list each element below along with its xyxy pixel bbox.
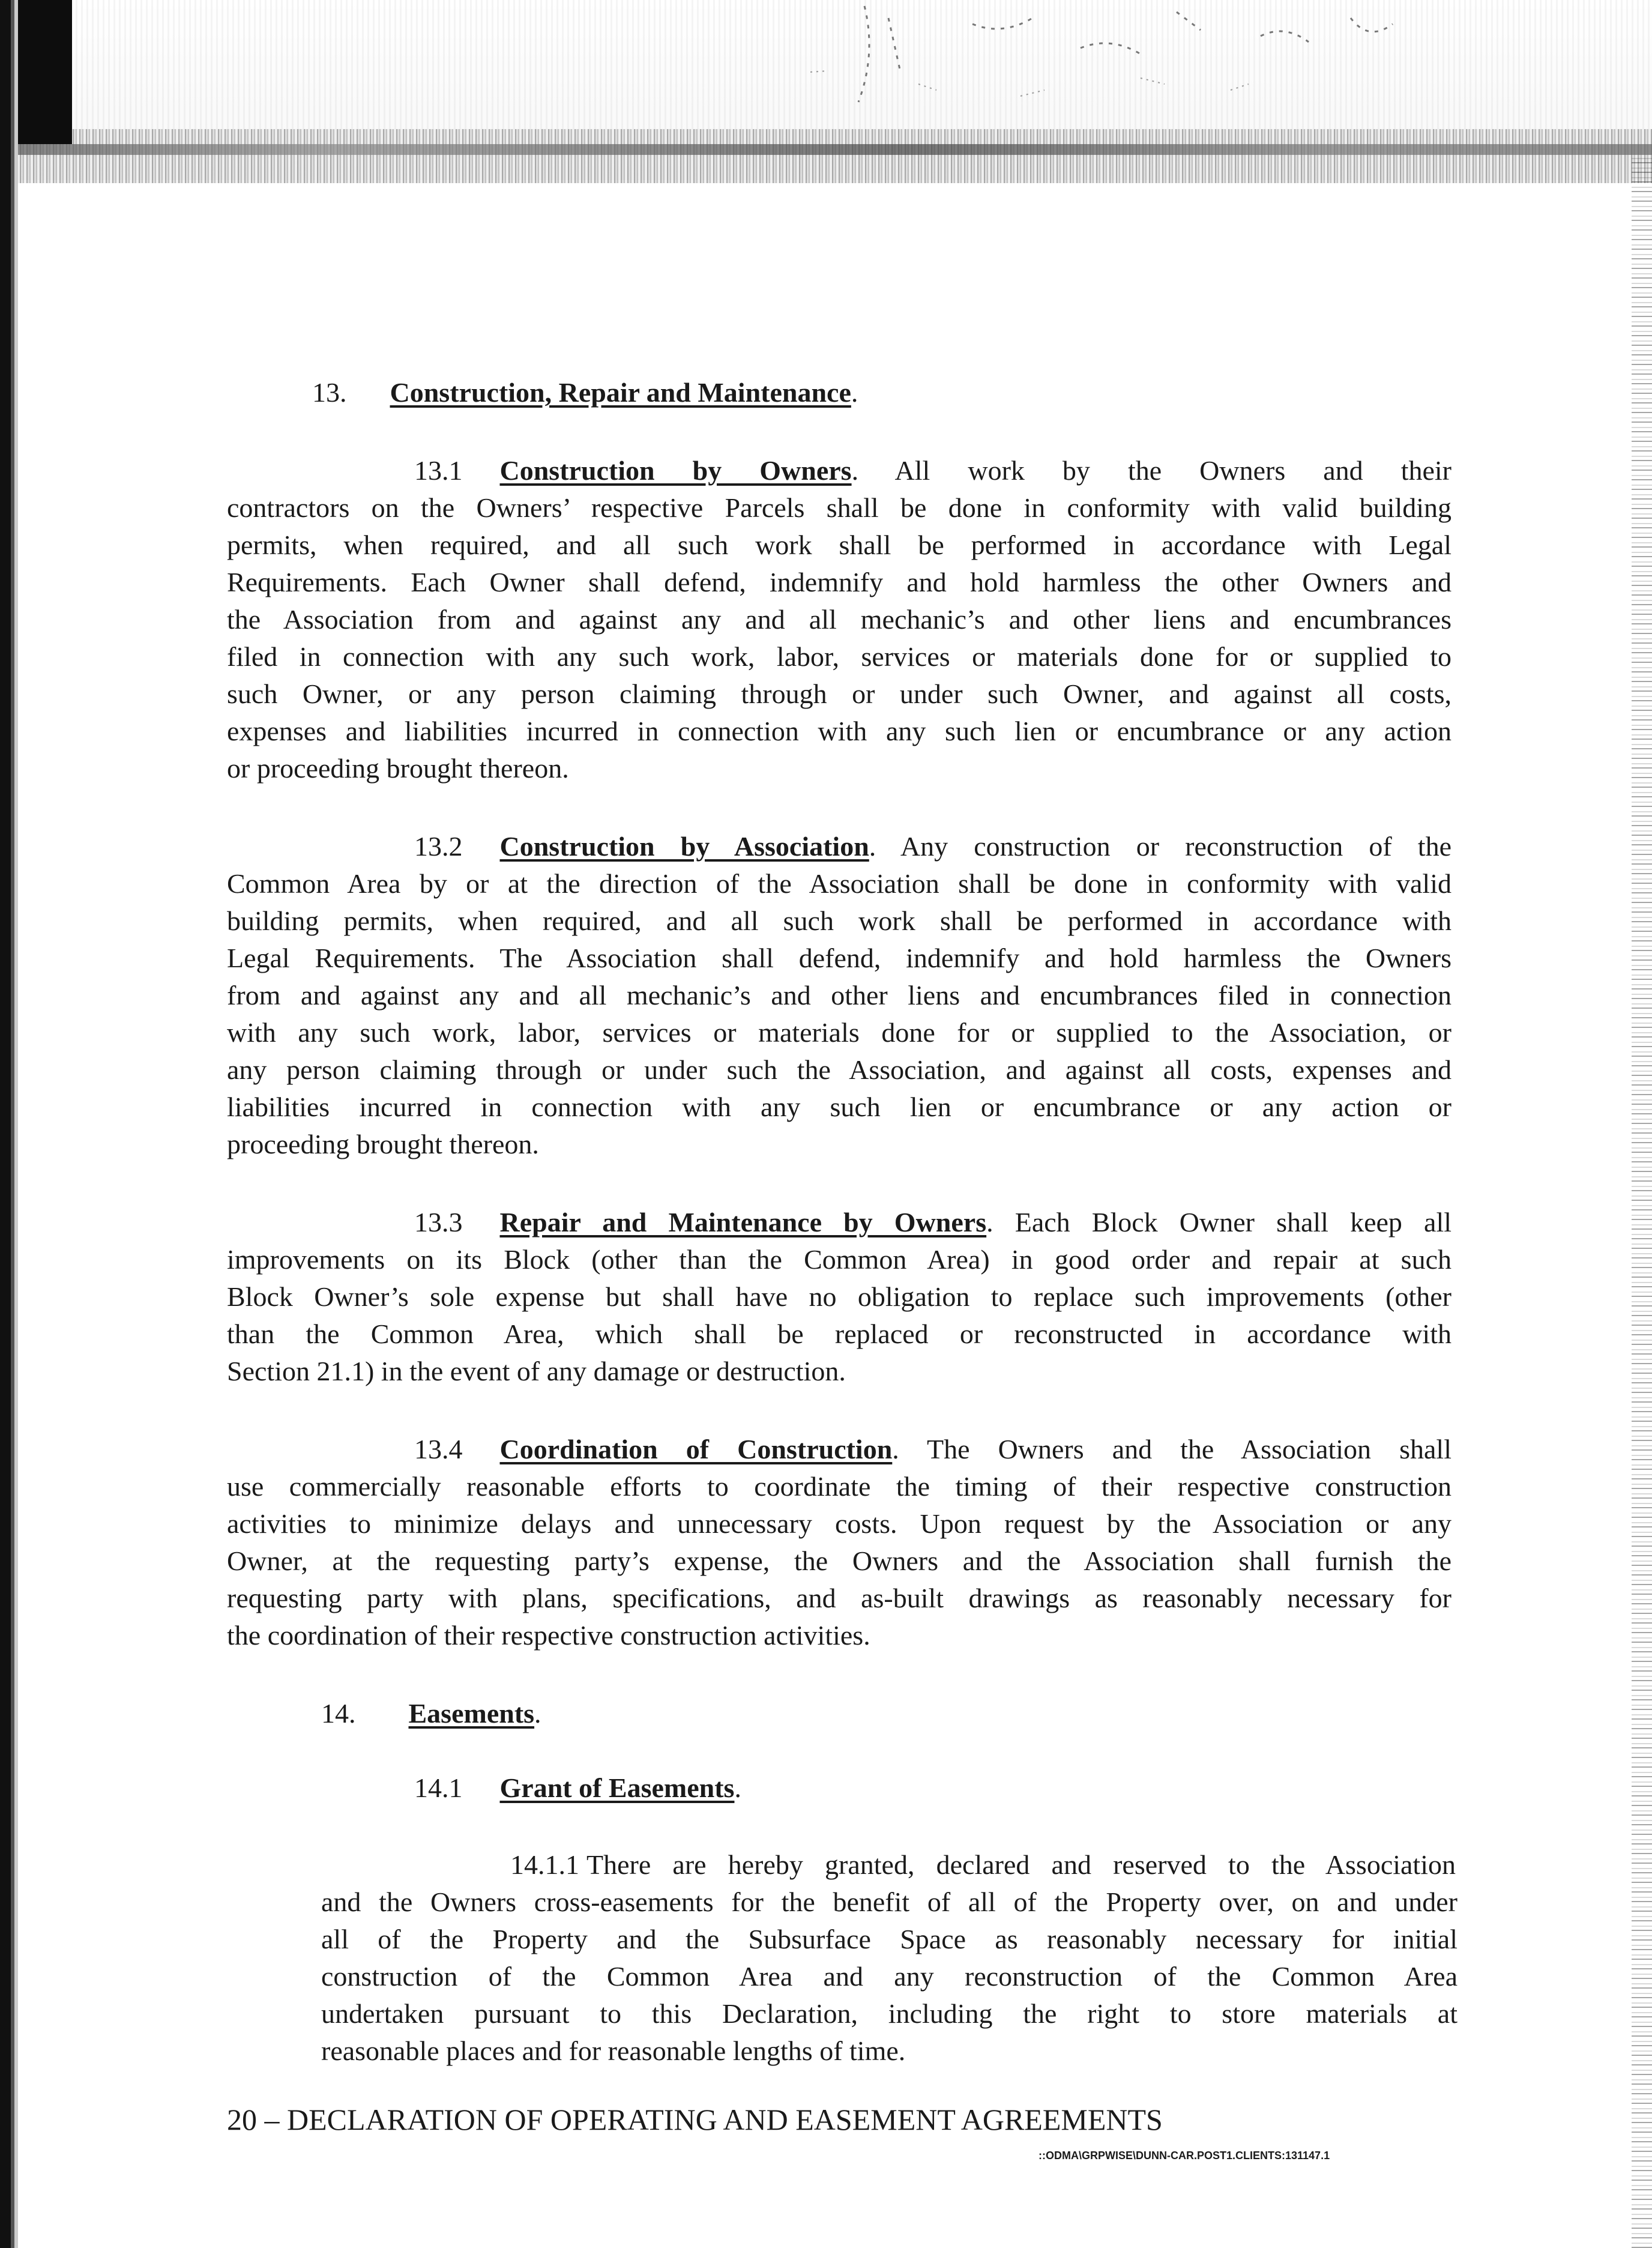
s13-1-title: Construction by Owners [499,455,852,486]
paragraph-line: and the Owners cross-easements for the benefit of all of the Property over, on and under [321,1887,1458,1917]
s13-1-number: 13.1 [414,455,463,486]
paragraph-line: permits, when required, and all such work shall be performed in accordance with Legal [227,530,1452,560]
s14-1-title: Grant of Easements [499,1772,735,1803]
paragraph-line: construction of the Common Area and any reconstruction of the Common Area [321,1961,1458,1992]
scan-scribble-marks [720,0,1501,132]
paragraph-line: requesting party with plans, specifications, and as-built drawings as reasonably necessary for [227,1583,1452,1613]
paragraph-line: undertaken pursuant to this Declaration, including the right to store materials at [321,1998,1458,2029]
s13-4-title: Coordination of Construction [499,1434,893,1464]
paragraph-line: such Owner, or any person claiming through or under such Owner, and against all costs, [227,678,1452,709]
paragraph-line: filed in connection with any such work, labor, services or materials done for or supplied to [227,641,1452,672]
paragraph-line: from and against any and all mechanic’s and other liens and encumbrances filed in connection [227,980,1452,1011]
section-13-title: Construction, Repair and Maintenance [390,377,851,408]
paragraph-line: the Association from and against any and all mechanic’s and other liens and encumbrances [227,604,1452,635]
paragraph-line: all of the Property and the Subsurface Space as reasonably necessary for initial [321,1924,1458,1954]
paragraph-line: with any such work, labor, services or materials done for or supplied to the Association, or [227,1017,1452,1048]
s13-4-first-line: 13.4 Coordination of Construction. The Owners and the Association shall [414,1434,1452,1464]
paragraph-line: proceeding brought thereon. [227,1129,539,1159]
paragraph-line: activities to minimize delays and unnecessary costs. Upon request by the Association or any [227,1508,1452,1539]
paragraph-line: any person claiming through or under such the Association, and against all costs, expenses and [227,1054,1452,1085]
s13-3-first-line: 13.3 Repair and Maintenance by Owners. Each Block Owner shall keep all [414,1207,1452,1237]
paragraph-line: reasonable places and for reasonable lengths of time. [321,2035,906,2066]
s13-3-number: 13.3 [414,1207,463,1237]
s14-1-heading: 14.1 Grant of Easements. [414,1772,741,1803]
paragraph-line: contractors on the Owners’ respective Parcels shall be done in conformity with valid building [227,492,1452,523]
s14-1-number: 14.1 [414,1772,463,1803]
s14-1-1-number: 14.1.1 [510,1849,579,1880]
page-footer: 20 – DECLARATION OF OPERATING AND EASEMENT AGREEMENTS [227,2103,1163,2136]
paragraph-line: Block Owner’s sole expense but shall have no obligation to replace such improvements (other [227,1281,1452,1312]
paragraph-line: Legal Requirements. The Association shall defend, indemnify and hold harmless the Owners [227,943,1452,973]
s13-2-number: 13.2 [414,831,463,862]
section-13-heading: 13. Construction, Repair and Maintenance. [312,377,858,408]
s14-1-1-first-line: 14.1.1 There are hereby granted, declared and reserved to the Association [510,1849,1456,1880]
paragraph-line: building permits, when required, and all such work shall be performed in accordance with [227,905,1452,936]
s13-4-number: 13.4 [414,1434,463,1464]
paragraph-line: liabilities incurred in connection with any such lien or encumbrance or any action or [227,1092,1452,1122]
scan-band-dark [0,144,1652,155]
s13-3-title: Repair and Maintenance by Owners [499,1207,987,1237]
paragraph-line: the coordination of their respective construction activities. [227,1620,870,1651]
section-13-number: 13. [312,377,347,408]
scan-right-edge [1632,156,1652,2248]
s13-1-first-line: 13.1 Construction by Owners. All work by the Owners and their [414,455,1452,486]
paragraph-line: Common Area by or at the direction of the Association shall be done in conformity with valid [227,868,1452,899]
paragraph-line: improvements on its Block (other than the Common Area) in good order and repair at such [227,1244,1452,1275]
paragraph-line: than the Common Area, which shall be replaced or reconstructed in accordance with [227,1319,1452,1349]
paragraph-line: use commercially reasonable efforts to coordinate the timing of their respective construction [227,1471,1452,1502]
scan-left-edge [0,0,18,2248]
paragraph-line: Section 21.1) in the event of any damage or destruction. [227,1356,846,1386]
s13-2-first-line: 13.2 Construction by Association. Any construction or reconstruction of the [414,831,1452,862]
paragraph-line: Requirements. Each Owner shall defend, indemnify and hold harmless the other Owners and [227,567,1452,597]
paragraph-line: expenses and liabilities incurred in connection with any such lien or encumbrance or any action [227,716,1452,746]
document-code: ::ODMA\GRPWISE\DUNN-CAR.POST1.CLIENTS:131147.1 [1039,2150,1330,2162]
scan-band [0,129,1652,183]
section-14-heading: 14. Easements. [321,1698,541,1729]
paragraph-line: Owner, at the requesting party’s expense, the Owners and the Association shall furnish the [227,1546,1452,1576]
section-14-number: 14. [321,1698,356,1729]
paragraph-line: or proceeding brought thereon. [227,753,569,784]
section-14-title: Easements [408,1698,535,1729]
s13-2-title: Construction by Association [499,831,869,862]
